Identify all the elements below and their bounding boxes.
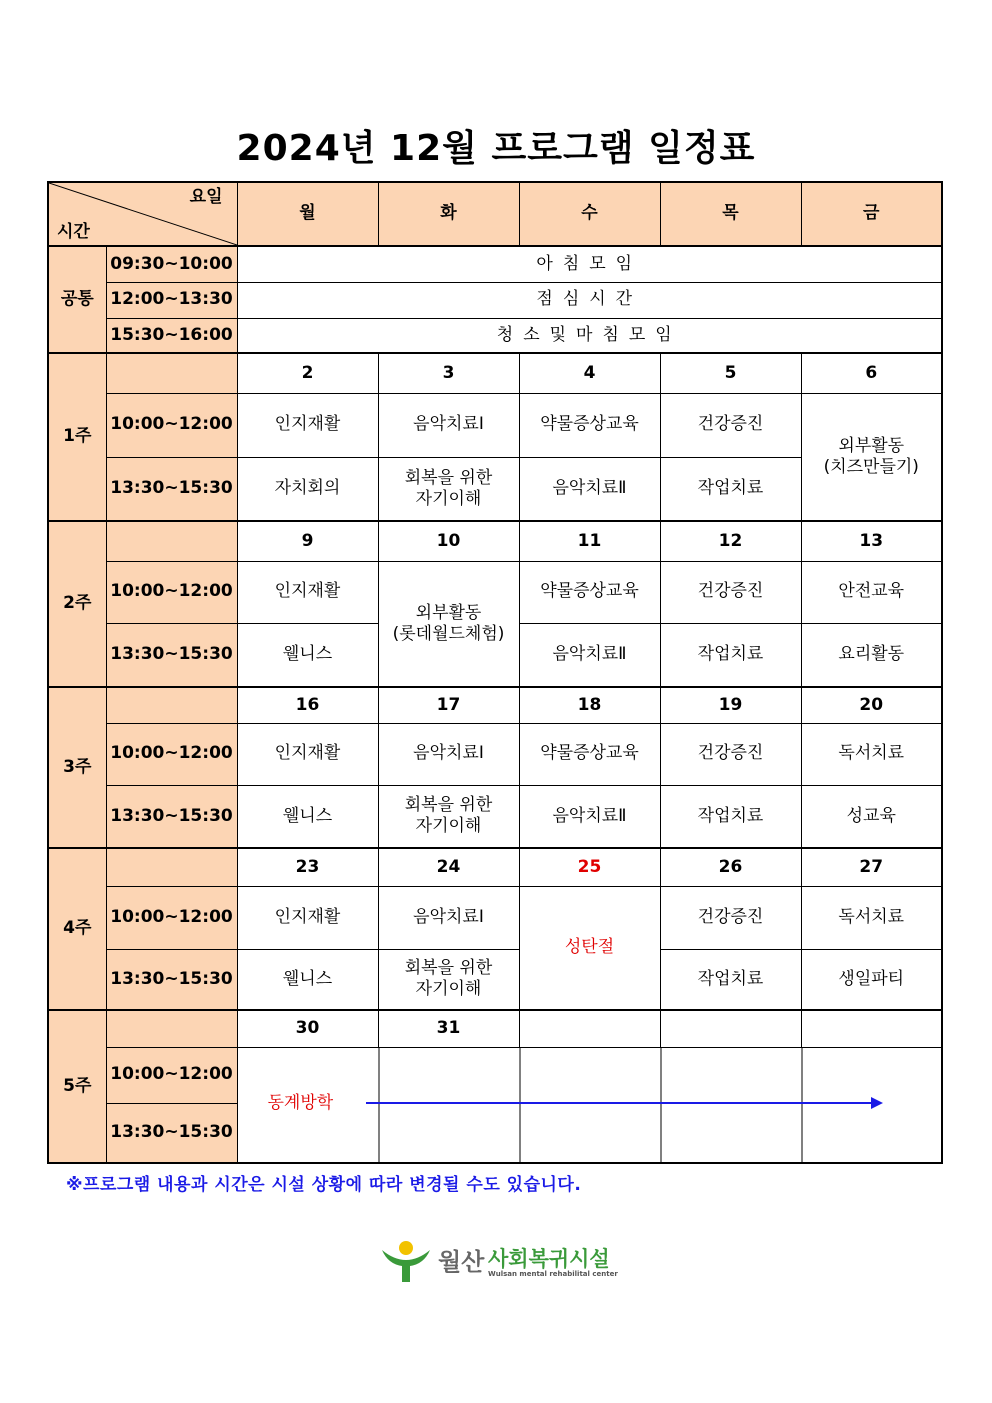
common-row bbox=[48, 246, 942, 282]
program-cell: 약물증상교육 bbox=[519, 393, 660, 457]
time-morning: 10:00~12:00 bbox=[106, 393, 237, 457]
program-cell: 건강증진 bbox=[660, 561, 801, 623]
week4-date-row bbox=[48, 848, 942, 886]
date-cell: 19 bbox=[660, 687, 801, 723]
common-label: 공통 bbox=[48, 246, 106, 353]
logo-name: 월산 bbox=[438, 1248, 485, 1276]
day-header-fri: 금 bbox=[801, 182, 942, 246]
date-cell bbox=[660, 1010, 801, 1047]
time-afternoon: 13:30~15:30 bbox=[106, 949, 237, 1010]
date-time-blank bbox=[106, 1010, 237, 1047]
date-cell: 24 bbox=[378, 848, 519, 886]
notice-text: ※프로그램 내용과 시간은 시설 상황에 따라 변경될 수도 있습니다. bbox=[66, 1175, 582, 1195]
program-cell: 자치회의 bbox=[237, 457, 378, 521]
logo-subtitle: 사회복귀시설 bbox=[488, 1247, 610, 1271]
date-cell: 16 bbox=[237, 687, 378, 723]
program-cell: 음악치료Ⅰ bbox=[378, 723, 519, 785]
program-cell: 음악치료Ⅰ bbox=[378, 886, 519, 949]
corner-cell bbox=[48, 182, 237, 246]
program-cell: 음악치료Ⅱ bbox=[519, 457, 660, 521]
program-cell: 독서치료 bbox=[801, 723, 942, 785]
date-time-blank bbox=[106, 353, 237, 393]
common-time: 09:30~10:00 bbox=[106, 246, 237, 282]
time-morning: 10:00~12:00 bbox=[106, 723, 237, 785]
date-cell: 10 bbox=[378, 521, 519, 561]
common-row bbox=[48, 282, 942, 318]
program-cell: 회복을 위한 자기이해 bbox=[378, 949, 519, 1010]
date-cell bbox=[801, 1010, 942, 1047]
date-cell: 26 bbox=[660, 848, 801, 886]
common-time: 15:30~16:00 bbox=[106, 318, 237, 353]
time-afternoon: 13:30~15:30 bbox=[106, 1103, 237, 1163]
program-cell: 작업치료 bbox=[660, 949, 801, 1010]
time-afternoon: 13:30~15:30 bbox=[106, 623, 237, 687]
program-cell: 약물증상교육 bbox=[519, 561, 660, 623]
program-cell-merged: 외부활동 (롯데월드체험) bbox=[378, 561, 519, 687]
date-cell: 11 bbox=[519, 521, 660, 561]
week1-date-row bbox=[48, 353, 942, 393]
week4-morning-row bbox=[48, 886, 942, 949]
date-cell: 4 bbox=[519, 353, 660, 393]
date-cell: 5 bbox=[660, 353, 801, 393]
date-cell: 2 bbox=[237, 353, 378, 393]
program-cell-merged: 외부활동 (치즈만들기) bbox=[801, 393, 942, 521]
date-cell: 13 bbox=[801, 521, 942, 561]
date-cell: 27 bbox=[801, 848, 942, 886]
program-cell: 건강증진 bbox=[660, 723, 801, 785]
program-cell: 작업치료 bbox=[660, 785, 801, 848]
date-cell: 12 bbox=[660, 521, 801, 561]
date-cell: 23 bbox=[237, 848, 378, 886]
logo-english: Wulsan mental rehabilital center bbox=[488, 1270, 618, 1278]
program-cell: 음악치료Ⅱ bbox=[519, 623, 660, 687]
date-cell: 30 bbox=[237, 1010, 378, 1047]
schedule-table bbox=[47, 181, 943, 1164]
program-cell: 생일파티 bbox=[801, 949, 942, 1010]
common-activity: 청소및마침모임 bbox=[237, 318, 942, 353]
week2-morning-row bbox=[48, 561, 942, 623]
program-cell: 건강증진 bbox=[660, 393, 801, 457]
vacation-cell bbox=[237, 1047, 942, 1163]
holiday-cell: 성탄절 bbox=[519, 886, 660, 1010]
day-header-wed: 수 bbox=[519, 182, 660, 246]
program-cell: 성교육 bbox=[801, 785, 942, 848]
person-logo-icon bbox=[378, 1240, 434, 1282]
time-afternoon: 13:30~15:30 bbox=[106, 785, 237, 848]
date-cell: 6 bbox=[801, 353, 942, 393]
date-cell: 18 bbox=[519, 687, 660, 723]
program-cell: 음악치료Ⅰ bbox=[378, 393, 519, 457]
week1-label: 1주 bbox=[48, 353, 106, 521]
week2-label: 2주 bbox=[48, 521, 106, 687]
facility-logo bbox=[378, 1240, 618, 1282]
date-cell: 20 bbox=[801, 687, 942, 723]
day-header-tue: 화 bbox=[378, 182, 519, 246]
program-cell: 요리활동 bbox=[801, 623, 942, 687]
day-header-thu: 목 bbox=[660, 182, 801, 246]
program-cell: 인지재활 bbox=[237, 886, 378, 949]
program-cell: 회복을 위한 자기이해 bbox=[378, 785, 519, 848]
time-morning: 10:00~12:00 bbox=[106, 561, 237, 623]
arrow-right-icon bbox=[366, 1096, 886, 1110]
program-cell: 인지재활 bbox=[237, 561, 378, 623]
program-cell: 회복을 위한 자기이해 bbox=[378, 457, 519, 521]
date-cell: 31 bbox=[378, 1010, 519, 1047]
corner-day-label: 요일 bbox=[189, 187, 223, 207]
time-morning: 10:00~12:00 bbox=[106, 886, 237, 949]
common-activity: 아침모임 bbox=[237, 246, 942, 282]
time-afternoon: 13:30~15:30 bbox=[106, 457, 237, 521]
program-cell: 음악치료Ⅱ bbox=[519, 785, 660, 848]
program-cell: 독서치료 bbox=[801, 886, 942, 949]
program-cell: 웰니스 bbox=[237, 785, 378, 848]
common-time: 12:00~13:30 bbox=[106, 282, 237, 318]
week5-morning-row bbox=[48, 1047, 942, 1103]
date-cell-holiday: 25 bbox=[519, 848, 660, 886]
program-cell: 작업치료 bbox=[660, 623, 801, 687]
week5-label: 5주 bbox=[48, 1010, 106, 1163]
week2-date-row bbox=[48, 521, 942, 561]
week4-afternoon-row bbox=[48, 949, 942, 1010]
week3-afternoon-row bbox=[48, 785, 942, 848]
date-time-blank bbox=[106, 687, 237, 723]
week1-morning-row bbox=[48, 393, 942, 457]
common-activity: 점심시간 bbox=[237, 282, 942, 318]
week3-morning-row bbox=[48, 723, 942, 785]
program-cell: 웰니스 bbox=[237, 949, 378, 1010]
date-time-blank bbox=[106, 848, 237, 886]
program-cell: 웰니스 bbox=[237, 623, 378, 687]
program-cell: 약물증상교육 bbox=[519, 723, 660, 785]
date-cell: 9 bbox=[237, 521, 378, 561]
date-cell bbox=[519, 1010, 660, 1047]
vacation-label: 동계방학 bbox=[267, 1092, 334, 1113]
date-cell: 17 bbox=[378, 687, 519, 723]
date-cell: 3 bbox=[378, 353, 519, 393]
program-cell: 인지재활 bbox=[237, 393, 378, 457]
header-row bbox=[48, 182, 942, 246]
week3-date-row bbox=[48, 687, 942, 723]
time-morning: 10:00~12:00 bbox=[106, 1047, 237, 1103]
week5-date-row bbox=[48, 1010, 942, 1047]
program-cell: 작업치료 bbox=[660, 457, 801, 521]
day-header-mon: 월 bbox=[237, 182, 378, 246]
week4-label: 4주 bbox=[48, 848, 106, 1010]
program-cell: 인지재활 bbox=[237, 723, 378, 785]
common-row bbox=[48, 318, 942, 353]
corner-time-label: 시간 bbox=[57, 221, 90, 242]
week3-label: 3주 bbox=[48, 687, 106, 848]
program-cell: 건강증진 bbox=[660, 886, 801, 949]
date-time-blank bbox=[106, 521, 237, 561]
program-cell: 안전교육 bbox=[801, 561, 942, 623]
page-title: 2024년 12월 프로그램 일정표 bbox=[236, 128, 756, 169]
